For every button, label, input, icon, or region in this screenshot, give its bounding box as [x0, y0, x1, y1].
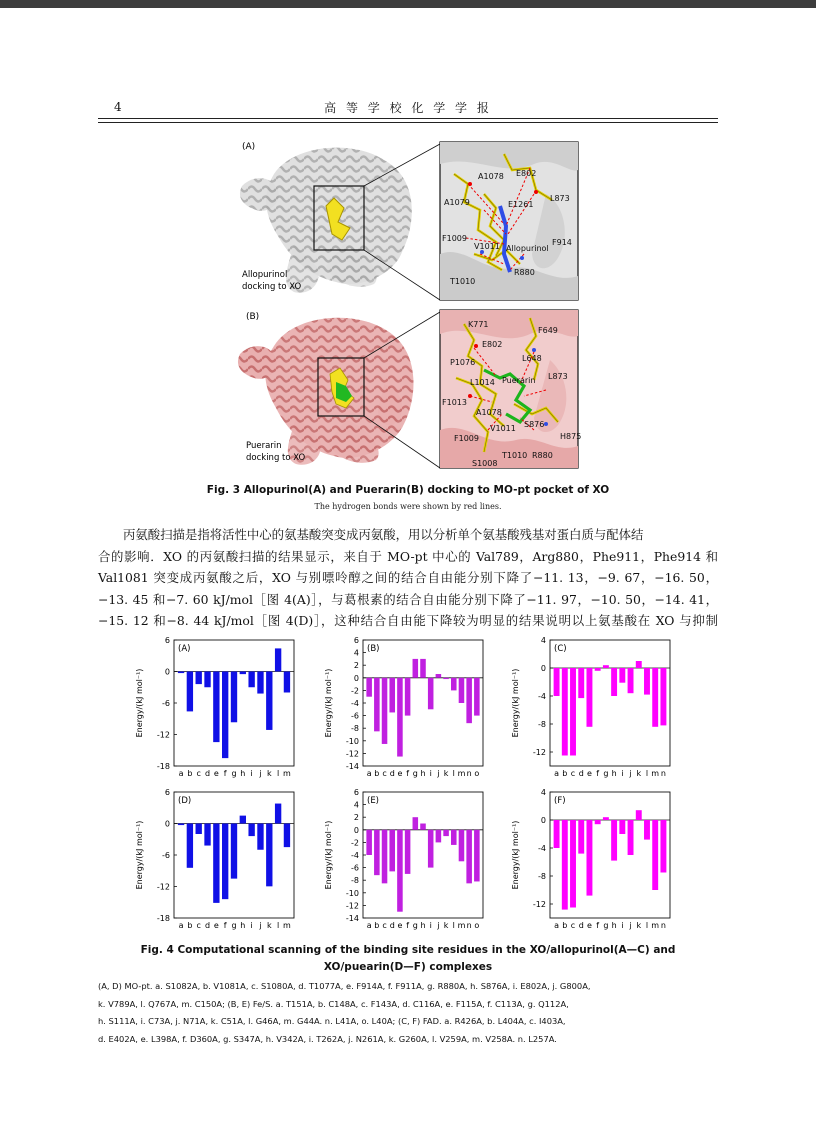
fig3-panel-b-label: (B): [246, 312, 260, 322]
y-axis-label: Energy/(kJ mol⁻¹): [135, 820, 144, 890]
bar: [474, 678, 480, 716]
bar: [178, 824, 184, 826]
y-axis-label: Energy/(kJ mol⁻¹): [511, 668, 520, 738]
bar: [428, 830, 434, 868]
x-tick-label: b: [187, 921, 193, 930]
bar: [382, 678, 388, 744]
x-tick-label: b: [374, 769, 380, 778]
ligand-label: Allopurinol: [506, 244, 549, 253]
bar: [420, 659, 426, 678]
x-tick-label: f: [406, 769, 410, 778]
x-tick-label: m: [283, 769, 291, 778]
x-tick-label: c: [382, 921, 387, 930]
legend-line: d. E402A, e. L398A, f. D360A, g. S347A, h. V342A, i. T262A, j. N261A, k. G260A, l. V259A, m. V258A. n. L257A.: [98, 1033, 557, 1044]
bar: [570, 820, 576, 908]
residue-label: R880: [514, 268, 535, 277]
fig3-a-caption-1: Allopurinol: [242, 270, 288, 280]
bar: [405, 830, 411, 874]
bar: [389, 830, 395, 872]
fig3-b-caption-1: Puerarin: [246, 441, 282, 451]
residue-label: L648: [522, 354, 542, 363]
residue-label: E1261: [508, 200, 534, 209]
x-tick-label: i: [250, 921, 253, 930]
bar: [554, 820, 560, 848]
bar: [570, 668, 576, 756]
x-tick-label: j: [259, 921, 262, 930]
x-tick-label: c: [196, 769, 201, 778]
bar: [240, 672, 246, 675]
bar: [428, 678, 434, 710]
residue-label: V1011: [490, 424, 516, 433]
x-tick-label: e: [397, 769, 403, 778]
residue-label: R880: [532, 451, 553, 460]
legend-line: (A, D) MO-pt. a. S1082A, b. V1081A, c. S1080A, d. T1077A, e. F914A, f. F911A, g. R880A, h. S876A, i. E802A, j. G800A,: [98, 981, 591, 991]
plot-frame: [550, 792, 670, 918]
bar: [628, 820, 634, 855]
bar: [366, 678, 372, 697]
y-tick-label: -4: [351, 851, 359, 860]
bar: [284, 672, 290, 693]
y-tick-label: 4: [353, 800, 359, 810]
x-tick-label: d: [204, 921, 211, 930]
bar: [405, 678, 411, 716]
residue-label: A1078: [476, 408, 502, 417]
x-tick-label: k: [443, 921, 449, 930]
x-tick-label: g: [603, 769, 609, 778]
y-axis-label: Energy/(kJ mol⁻¹): [324, 820, 333, 890]
x-tick-label: g: [231, 921, 237, 930]
x-tick-label: n: [660, 769, 666, 778]
x-tick-label: n: [660, 921, 666, 930]
x-tick-label: k: [266, 921, 272, 930]
x-tick-label: d: [389, 921, 395, 930]
x-tick-label: n: [466, 921, 472, 930]
x-tick-label: o: [474, 769, 480, 778]
bar: [436, 674, 442, 678]
legend-line: k. V789A, l. Q767A, m. C150A; (B, E) Fe/S. a. T151A, b. C148A, c. F143A, d. C116A, e. F115A, f. C113A, g. Q112A,: [98, 998, 569, 1009]
x-tick-label: m: [651, 769, 660, 778]
x-tick-label: c: [570, 769, 576, 778]
bar: [652, 820, 658, 890]
x-tick-label: b: [562, 921, 568, 930]
bar: [213, 672, 219, 743]
bar: [178, 672, 184, 674]
residue-label: S876: [524, 420, 545, 429]
x-tick-label: k: [636, 921, 642, 930]
bar: [248, 672, 254, 688]
x-tick-label: j: [437, 769, 440, 778]
bar: [275, 648, 281, 671]
bar: [436, 830, 442, 843]
x-tick-label: m: [651, 921, 660, 930]
y-tick-label: -14: [345, 762, 359, 771]
y-tick-label: 0: [164, 667, 170, 677]
y-tick-label: -6: [162, 699, 170, 708]
panel-label: (E): [367, 796, 380, 806]
bar: [413, 659, 419, 678]
residue-label: T1010: [502, 451, 528, 460]
bar: [213, 824, 219, 903]
x-tick-label: a: [178, 769, 184, 778]
bar: [459, 678, 465, 703]
x-tick-label: f: [596, 921, 600, 930]
residue-label: K771: [468, 320, 489, 329]
x-tick-label: h: [420, 921, 426, 930]
y-tick-label: -18: [156, 762, 170, 771]
header-rule: [98, 118, 718, 119]
x-tick-label: n: [466, 769, 472, 778]
y-tick-label: -8: [351, 724, 359, 734]
viewer-top-bar: [0, 0, 816, 8]
journal-title: 高 等 学 校 化 学 学 报: [324, 101, 492, 115]
panel-label: (F): [554, 796, 566, 806]
x-tick-label: h: [611, 769, 617, 778]
x-tick-label: k: [636, 769, 642, 778]
y-tick-label: 0: [164, 819, 170, 829]
residue-label: F649: [538, 326, 558, 335]
bar: [413, 817, 419, 830]
bar: [266, 672, 272, 730]
x-tick-label: a: [554, 921, 560, 930]
residue-label: V1011: [474, 242, 500, 251]
bar: [443, 830, 449, 836]
bar: [451, 830, 457, 845]
x-tick-label: h: [240, 921, 246, 930]
bar: [240, 816, 246, 824]
y-tick-label: -10: [345, 736, 359, 746]
bar: [275, 804, 281, 824]
ligand-label: Puerarin: [502, 376, 536, 385]
x-tick-label: f: [223, 769, 227, 778]
x-tick-label: f: [596, 769, 600, 778]
x-tick-label: h: [240, 769, 246, 778]
fig4-title-line1: Fig. 4 Computational scanning of the binding site residues in the XO/allopurinol(A—C) and: [140, 944, 676, 956]
x-tick-label: m: [457, 921, 466, 930]
bar: [644, 668, 650, 695]
panel-label: (B): [367, 644, 380, 654]
x-tick-label: i: [621, 769, 624, 778]
y-tick-label: -4: [351, 699, 359, 708]
x-tick-label: j: [629, 769, 632, 778]
fig3-panel-a-label: (A): [242, 142, 256, 152]
bar: [562, 820, 568, 910]
fig3-a-caption-2: docking to XO: [242, 282, 302, 292]
y-tick-label: -8: [538, 872, 546, 881]
paragraph-line: Val1081 突变成丙氨酸之后，XO 与别嘌呤醇之间的结合自由能分别下降了−11. 13，−9. 67，−16. 50，: [98, 570, 718, 585]
y-tick-label: 4: [540, 636, 546, 645]
x-tick-label: i: [250, 769, 253, 778]
paragraph-line: 合的影响．XO 的丙氨酸扫描的结果显示，来自于 MO-pt 中心的 Val789，Arg880，Phe911，Phe914 和: [98, 548, 718, 564]
bar: [628, 668, 634, 693]
running-header: [98, 98, 718, 118]
x-tick-label: d: [389, 769, 395, 778]
x-tick-label: i: [621, 921, 624, 930]
y-tick-label: -12: [345, 749, 359, 759]
x-tick-label: c: [570, 921, 576, 930]
x-tick-label: b: [374, 921, 380, 930]
y-tick-label: -12: [532, 748, 546, 757]
bar: [389, 678, 395, 713]
x-tick-label: e: [213, 921, 219, 930]
bar: [595, 668, 601, 671]
bar: [562, 668, 568, 756]
residue-label: F1009: [454, 434, 479, 443]
x-tick-label: l: [452, 769, 455, 778]
bar: [231, 672, 237, 723]
x-tick-label: b: [562, 769, 568, 778]
bar: [204, 824, 210, 846]
x-tick-label: l: [452, 921, 455, 930]
x-tick-label: d: [204, 769, 211, 778]
x-tick-label: g: [412, 769, 418, 778]
bar: [652, 668, 658, 727]
fig3-title: Fig. 3 Allopurinol(A) and Puerarin(B) docking to MO-pt pocket of XO: [206, 484, 610, 496]
y-tick-label: -4: [538, 844, 546, 853]
y-axis-label: Energy/(kJ mol⁻¹): [324, 668, 333, 738]
bar: [586, 820, 592, 896]
x-tick-label: i: [429, 769, 432, 778]
x-tick-label: a: [366, 769, 372, 778]
x-tick-label: a: [366, 921, 372, 930]
bar: [466, 830, 472, 884]
y-tick-label: 6: [164, 636, 170, 645]
bar: [196, 824, 202, 835]
y-tick-label: -8: [351, 876, 359, 886]
x-tick-label: a: [554, 769, 560, 778]
page-number: 4: [114, 100, 122, 114]
x-tick-label: f: [223, 921, 227, 930]
bar: [231, 824, 237, 879]
y-tick-label: -18: [156, 914, 170, 923]
plot-frame: [550, 640, 670, 766]
legend-line: h. S111A, i. C73A, j. N71A, k. C51A, l. G46A, m. G44A. n. L41A, o. L40A; (C, F) FAD. a. R426A, b. L404A, c. I403A,: [98, 1016, 566, 1026]
bar: [284, 824, 290, 848]
bar: [397, 830, 403, 912]
residue-label: T1010: [450, 277, 476, 286]
x-tick-label: d: [578, 921, 584, 930]
x-tick-label: l: [645, 921, 649, 930]
bar: [586, 668, 592, 727]
x-tick-label: m: [283, 921, 291, 930]
panel-label: (C): [554, 644, 567, 654]
residue-label: A1078: [478, 172, 504, 181]
y-tick-label: -2: [351, 838, 359, 848]
paragraph-line: 丙氨酸扫描是指将活性中心的氨基酸突变成丙氨酸，用以分析单个氨基酸残基对蛋白质与配体结: [123, 527, 644, 542]
bar: [603, 817, 609, 820]
residue-label: F914: [552, 238, 572, 247]
x-tick-label: m: [457, 769, 466, 778]
residue-label: E802: [482, 340, 503, 349]
bar: [222, 824, 228, 900]
y-tick-label: 6: [353, 788, 359, 797]
y-tick-label: -6: [351, 863, 359, 873]
bar: [397, 678, 403, 757]
panel-label: (A): [178, 644, 191, 654]
bar: [374, 678, 380, 732]
x-tick-label: d: [578, 769, 584, 778]
residue-label: F1013: [442, 398, 467, 407]
paragraph-line: −13. 45 和−7. 60 kJ/mol［图 4(A)］，与葛根素的结合自由能分别下降了−11. 97，−10. 50，−14. 41，: [98, 591, 718, 607]
x-tick-label: b: [187, 769, 193, 778]
bar: [611, 668, 617, 696]
plot-frame: [363, 792, 483, 918]
y-tick-label: -12: [156, 730, 170, 740]
body-paragraph: [98, 524, 718, 632]
y-tick-label: 0: [353, 825, 359, 835]
residue-label: F1009: [442, 234, 467, 243]
bar: [187, 824, 193, 868]
x-tick-label: h: [420, 769, 426, 778]
x-tick-label: l: [277, 921, 280, 930]
y-tick-label: -6: [162, 851, 170, 860]
residue-label: A1079: [444, 198, 470, 207]
y-tick-label: 4: [353, 648, 359, 658]
bar: [257, 824, 263, 850]
residue-label: L873: [550, 194, 570, 203]
x-tick-label: k: [443, 769, 449, 778]
residue-label: S1008: [472, 459, 498, 468]
bar: [554, 668, 560, 696]
bar: [644, 820, 650, 840]
bar: [466, 678, 472, 723]
header-rule-thin: [98, 122, 718, 123]
figure-3: [234, 134, 582, 474]
x-tick-label: e: [397, 921, 403, 930]
residue-label: E802: [516, 169, 537, 178]
x-tick-label: j: [629, 921, 632, 930]
x-tick-label: o: [474, 921, 480, 930]
bar: [196, 672, 202, 685]
panel-label: (D): [178, 796, 192, 806]
paragraph-line: −15. 12 和−8. 44 kJ/mol［图 4(D)］，这种结合自由能下降较为明显的结果说明以上氨基酸在 XO 与抑制: [98, 613, 718, 628]
x-tick-label: a: [178, 921, 184, 930]
fig4-title-line2: XO/puearin(D—F) complexes: [323, 961, 493, 973]
y-tick-label: -12: [345, 901, 359, 911]
fig4-bar-charts: [126, 632, 696, 942]
y-tick-label: -12: [532, 900, 546, 909]
y-tick-label: 0: [353, 673, 359, 683]
bar: [611, 820, 617, 861]
bar: [204, 672, 210, 688]
bar: [474, 830, 480, 882]
y-tick-label: -10: [345, 888, 359, 898]
x-tick-label: h: [611, 921, 617, 930]
x-tick-label: i: [429, 921, 432, 930]
bar: [660, 668, 666, 725]
fig3-b-caption-2: docking to XO: [246, 453, 306, 463]
residue-label: P1076: [450, 358, 476, 367]
bar: [660, 820, 666, 873]
x-tick-label: j: [259, 769, 262, 778]
x-tick-label: j: [437, 921, 440, 930]
bar: [222, 672, 228, 759]
fig3-note: The hydrogen bonds were shown by red lines.: [314, 502, 502, 511]
bar: [636, 661, 642, 668]
y-tick-label: -6: [351, 711, 359, 721]
bar: [451, 678, 457, 691]
x-tick-label: c: [382, 769, 387, 778]
x-tick-label: e: [586, 921, 592, 930]
bar: [257, 672, 263, 694]
x-tick-label: g: [603, 921, 609, 930]
bar: [578, 668, 584, 698]
y-tick-label: -2: [351, 686, 359, 696]
figure-4: [126, 632, 696, 942]
x-tick-label: e: [586, 769, 592, 778]
y-tick-label: 0: [540, 816, 546, 825]
bar: [443, 678, 449, 679]
y-tick-label: -12: [156, 882, 170, 892]
bar: [248, 824, 254, 837]
bar: [459, 830, 465, 862]
bar: [382, 830, 388, 884]
residue-label: H875: [560, 432, 582, 441]
y-tick-label: 0: [540, 664, 546, 673]
x-tick-label: l: [645, 769, 649, 778]
bar: [619, 668, 625, 683]
y-axis-label: Energy/(kJ mol⁻¹): [135, 668, 144, 738]
bar: [420, 824, 426, 830]
bar: [187, 672, 193, 712]
y-tick-label: 2: [353, 813, 359, 823]
x-tick-label: k: [266, 769, 272, 778]
bar: [603, 665, 609, 668]
x-tick-label: e: [213, 769, 219, 778]
x-tick-label: f: [406, 921, 410, 930]
y-tick-label: 2: [353, 661, 359, 671]
residue-label: L873: [548, 372, 568, 381]
x-tick-label: c: [196, 921, 201, 930]
fig4-legend: [98, 978, 718, 1048]
x-tick-label: g: [231, 769, 237, 778]
y-tick-label: -8: [538, 720, 546, 729]
bar: [619, 820, 625, 834]
x-tick-label: l: [277, 769, 280, 778]
y-tick-label: 4: [540, 788, 546, 797]
bar: [266, 824, 272, 887]
bar: [636, 810, 642, 820]
y-axis-label: Energy/(kJ mol⁻¹): [511, 820, 520, 890]
bar: [366, 830, 372, 855]
bar: [374, 830, 380, 875]
bar: [595, 820, 601, 824]
bar: [578, 820, 584, 854]
residue-label: L1014: [470, 378, 495, 387]
y-tick-label: -14: [345, 914, 359, 923]
y-tick-label: 6: [164, 788, 170, 797]
y-tick-label: 6: [353, 636, 359, 645]
x-tick-label: g: [412, 921, 418, 930]
y-tick-label: -4: [538, 692, 546, 701]
